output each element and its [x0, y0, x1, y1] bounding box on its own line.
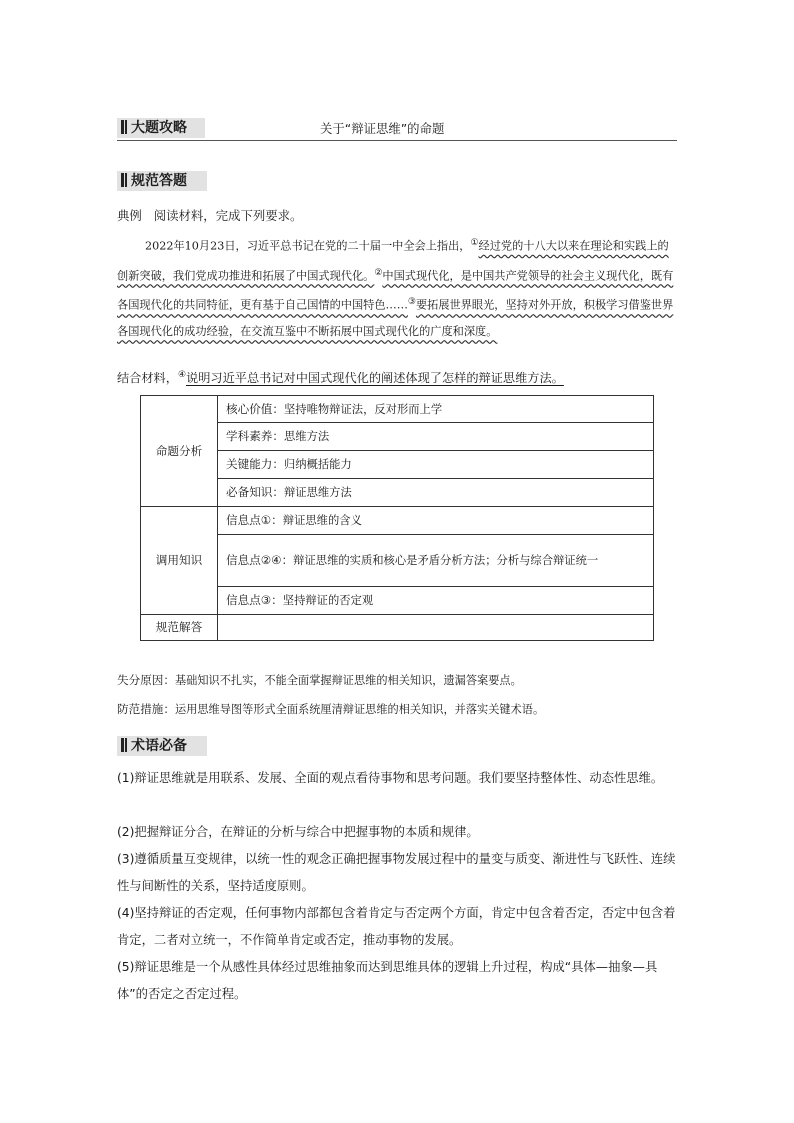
- table-row: [141, 423, 654, 451]
- section-tag-answer: [117, 171, 207, 191]
- cell-value: 思维方法: [283, 430, 330, 443]
- example-label: 典例: [117, 208, 142, 223]
- loss-reason: [117, 671, 687, 690]
- cell-label: 学科素养：: [226, 429, 284, 443]
- page-title: 关于“辩证思维”的命题: [320, 121, 445, 136]
- cell-label: 信息点②④：: [226, 553, 294, 567]
- table-header-analysis: 命题分析: [141, 396, 218, 507]
- prevent-label: 防范措施：: [117, 702, 175, 716]
- example-question: [117, 362, 697, 391]
- table-cell: [218, 479, 654, 507]
- table-row: [141, 587, 654, 615]
- cell-label: 信息点③：: [226, 593, 283, 607]
- prevent-text: 运用思维导图等形式全面系统厘清辩证思维的相关知识，并落实关键术语。: [174, 703, 545, 716]
- cell-label: 必备知识：: [226, 485, 284, 499]
- question-prefix: 结合材料，: [117, 371, 178, 386]
- list-item: (2)把握辩证分合，在辩证的分析与综合中把握事物的本质和规律。: [117, 825, 479, 839]
- section-tag-answer-label: 规范答题: [131, 173, 187, 189]
- table-cell: [218, 396, 654, 423]
- marker-3: ③: [407, 297, 416, 308]
- cell-label: 核心价值：: [226, 401, 284, 416]
- cell-label: 关键能力：: [226, 457, 284, 471]
- cell-value: 辩证思维方法: [283, 486, 352, 499]
- list-item: (1)辩证思维就是用联系、发展、全面的观点看待事物和思考问题。我们要坚持整体性、动态性思维。: [117, 771, 664, 785]
- cell-label: 信息点①：: [226, 513, 283, 527]
- header-tag-label: 大题攻略: [131, 120, 187, 136]
- marker-2: ②: [374, 267, 383, 278]
- table-cell: [218, 535, 654, 587]
- example-instruction: [117, 203, 680, 229]
- marker-1: ①: [470, 238, 479, 248]
- section-tag-terms-bars-icon: [121, 738, 127, 752]
- example-instruction-text: 阅读材料，完成下列要求。: [153, 208, 303, 223]
- table-row: [141, 615, 654, 641]
- table-row: [141, 396, 654, 423]
- cell-value: 辩证思维的含义: [282, 514, 362, 527]
- header-rule: [117, 140, 677, 141]
- table-cell: [218, 451, 654, 479]
- cell-value: 坚持唯物辩证法，反对形而上学: [283, 402, 443, 416]
- section-tag-terms: [117, 736, 207, 756]
- section-tag-answer-bars-icon: [121, 173, 127, 187]
- cell-value: 坚持辩证的否定观: [282, 594, 374, 607]
- material-sentence-3: 要拓展世界眼光，坚持对外开放，积极学习借鉴世界各国现代化的成功经验，在交流互鉴中不断拓展中国式现代化的广度和深度。: [117, 299, 674, 339]
- header-tag: [117, 118, 205, 138]
- material-sentence-2: 中国式现代化，是中国共产党领导的社会主义现代化，既有各国现代化的共同特征，更有基于自己国情的中国特色……: [117, 269, 674, 313]
- loss-text: 基础知识不扎实，不能全面掌握辩证思维的相关知识，遗漏答案要点。: [174, 674, 522, 687]
- table-row: [141, 451, 654, 479]
- table-header-answer: 规范解答: [141, 615, 218, 641]
- table-header-knowledge: 调用知识: [141, 507, 218, 615]
- material-sentence-1: 经过党的十八大以来在理论和实践上的创新突破，我们党成功推进和拓展了中国式现代化。: [117, 239, 669, 283]
- question-body: 说明习近平总书记对中国式现代化的阐述体现了怎样的辩证思维方法。: [186, 371, 564, 386]
- list-item: (4)坚持辩证的否定观，任何事物内部都包含着肯定与否定两个方面，肯定中包含着否定，否定中包含着肯定，二者对立统一，不作简单肯定或否定，推动事物的发展。: [117, 906, 676, 947]
- table-cell: [218, 423, 654, 451]
- table-row: [141, 507, 654, 535]
- cell-value: 归纳概括能力: [283, 458, 352, 471]
- section-tag-terms-label: 术语必备: [131, 738, 187, 754]
- table-cell-answer: [218, 615, 654, 641]
- analysis-table: [140, 395, 654, 641]
- table-row: [141, 535, 654, 587]
- material-intro: 2022年10月23日，习近平总书记在党的二十届一中全会上指出，: [145, 239, 471, 253]
- loss-label: 失分原因：: [117, 673, 175, 687]
- table-row: [141, 479, 654, 507]
- cell-value: 辩证思维的实质和核心是矛盾分析方法；分析与综合辩证统一: [293, 554, 599, 567]
- list-item: (3)遵循质量互变规律，以统一性的观念正确把握事物发展过程中的量变与质变、渐进性与飞跃性、连续性与间断性的关系，坚持适度原则。: [117, 852, 676, 893]
- marker-4: ④: [177, 370, 187, 380]
- list-item: (5)辩证思维是一个从感性具体经过思维抽象而达到思维具体的逻辑上升过程，构成“具体—抽象—具体”的否定之否定过程。: [117, 960, 658, 1001]
- example-material: [117, 230, 679, 345]
- table-cell: [218, 507, 654, 535]
- prevention: [117, 700, 687, 719]
- header-tag-bars-icon: [121, 120, 127, 134]
- table-cell: [218, 587, 654, 615]
